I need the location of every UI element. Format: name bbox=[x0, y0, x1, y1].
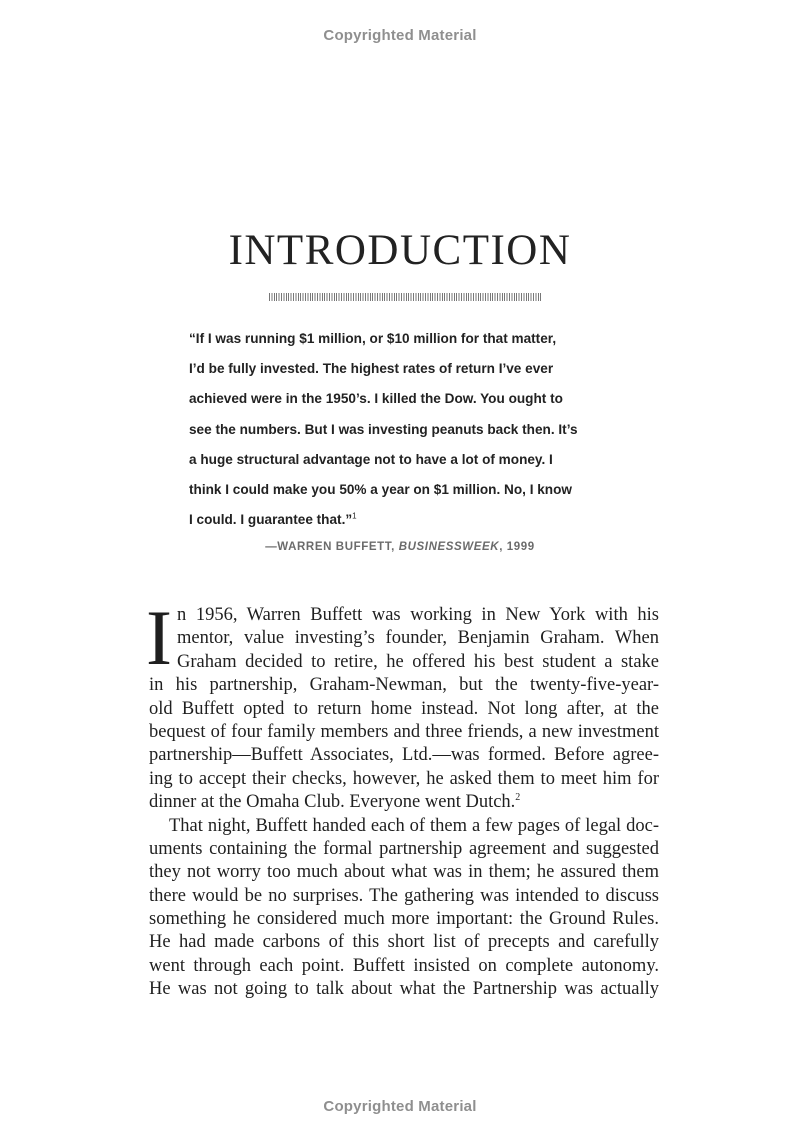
epigraph-attribution bbox=[0, 541, 800, 553]
epigraph-line-text: I could. I guarantee that.” bbox=[189, 512, 353, 528]
paragraph1-line: partnership—Buffett Associates, Ltd.—was formed. Before agree- bbox=[149, 745, 659, 766]
paragraph2-line: uments containing the formal partnership agreement and suggested bbox=[149, 838, 659, 859]
epigraph-line: a huge structural advantage not to have a lot of money. I bbox=[189, 451, 553, 467]
epigraph-line: think I could make you 50% a year on $1 million. No, I know bbox=[189, 482, 572, 498]
paragraph2-line: went through each point. Buffett insisted on complete autonomy. bbox=[149, 955, 659, 976]
paragraph1-line-text: dinner at the Omaha Club. Everyone went Dutch. bbox=[149, 792, 516, 813]
paragraph1-line-last bbox=[149, 791, 659, 814]
attribution-author: —WARREN BUFFETT, bbox=[265, 541, 399, 553]
attribution-source: BUSINESSWEEK bbox=[398, 541, 500, 553]
epigraph-line: see the numbers. But I was investing peanuts back then. It’s bbox=[189, 421, 578, 437]
drop-cap: I bbox=[146, 594, 172, 681]
epigraph-line-last bbox=[189, 505, 623, 535]
paragraph1-line: bequest of four family members and three friends, a new investment bbox=[149, 721, 659, 742]
footnote-ref-2[interactable]: 2 bbox=[515, 791, 521, 803]
paragraph1-line: old Buffett opted to return home instead. Not long after, at the bbox=[149, 698, 659, 719]
paragraph1-line: Graham decided to retire, he offered his best student a stake bbox=[177, 651, 659, 672]
paragraph2-line: He had made carbons of this short list of precepts and carefully bbox=[149, 932, 659, 953]
paragraph1-line: in his partnership, Graham-Newman, but the twenty-five-year- bbox=[149, 675, 659, 696]
paragraph2-line: That night, Buffett handed each of them a few pages of legal doc- bbox=[169, 815, 659, 836]
paragraph2-line: something he considered much more important: the Ground Rules. bbox=[149, 909, 659, 930]
paragraph2-line: He was not going to talk about what the Partnership was actually bbox=[149, 979, 659, 1000]
attribution-year: , 1999 bbox=[499, 541, 535, 553]
copyright-watermark-top: Copyrighted Material bbox=[323, 27, 477, 44]
epigraph-line: achieved were in the 1950’s. I killed the Dow. You ought to bbox=[189, 391, 563, 407]
paragraph2-line: they not worry too much about what was in them; he assured them bbox=[149, 862, 659, 883]
epigraph-quote bbox=[189, 324, 623, 535]
epigraph-line: I’d be fully invested. The highest rates of return I’ve ever bbox=[189, 361, 554, 377]
paragraph2-line: there would be no surprises. The gathering was intended to discuss bbox=[149, 885, 659, 906]
body-text bbox=[149, 604, 659, 1002]
chapter-title: INTRODUCTION bbox=[228, 227, 572, 274]
copyright-watermark-bottom: Copyrighted Material bbox=[323, 1098, 477, 1115]
footnote-ref-1[interactable]: 1 bbox=[352, 511, 357, 521]
paragraph1-line: n 1956, Warren Buffett was working in New York with his bbox=[177, 605, 659, 625]
paragraph1-line: ing to accept their checks, however, he asked them to meet him for bbox=[149, 768, 659, 789]
title-ornament-rule bbox=[269, 293, 541, 301]
epigraph-line: “If I was running $1 million, or $10 million for that matter, bbox=[189, 331, 557, 346]
paragraph1-line: mentor, value investing’s founder, Benjamin Graham. When bbox=[177, 628, 659, 649]
